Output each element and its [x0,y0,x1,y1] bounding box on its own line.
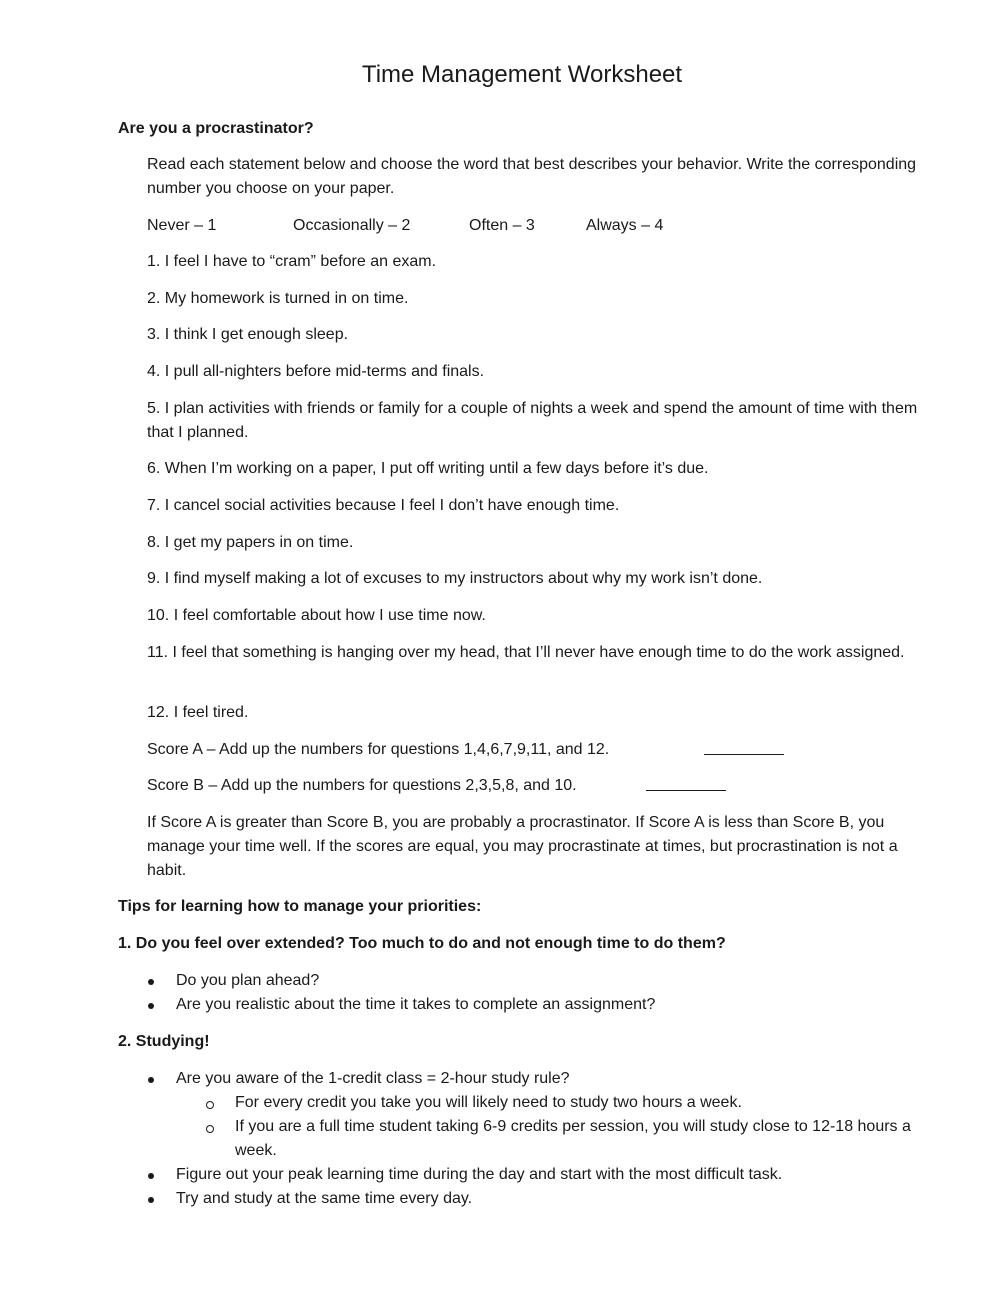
statement-12: 12. I feel tired. [147,704,249,721]
score-result: If Score A is greater than Score B, you are probably a procrastinator. If Score A is less than Score B, you manage your time well. If the scores are equal, you may procrastinate at times, but procrastination is not a habit. [147,814,898,879]
statement-6: 6. When I’m working on a paper, I put off writing until a few days before it’s due. [147,460,709,477]
scale-never: Never – 1 [147,217,217,234]
statement-1: 1. I feel I have to “cram” before an exam. [147,253,437,270]
q2-sub-bullet-1: For every credit you take you will likely need to study two hours a week. [235,1094,742,1111]
section-heading-tips: Tips for learning how to manage your priorities: [118,898,482,915]
score-b-line [147,774,577,798]
score-a-blank[interactable] [704,738,784,763]
q2-sub-bullet-2: If you are a full time student taking 6-9 credits per session, you will study close to 12-18 hours a week. [235,1118,911,1159]
scale-often: Often – 3 [469,217,535,234]
q2-bullet-2: Figure out your peak learning time during the day and start with the most difficult task. [176,1166,783,1183]
score-a-line [147,738,609,762]
q1-bullet-1: Do you plan ahead? [176,972,320,989]
statement-7: 7. I cancel social activities because I feel I don’t have enough time. [147,497,620,514]
bullet-icon [148,1003,154,1009]
q1-bullet-2: Are you realistic about the time it takes to complete an assignment? [176,996,656,1013]
score-b-blank[interactable] [646,774,726,799]
statement-2: 2. My homework is turned in on time. [147,290,409,307]
statement-4: 4. I pull all-nighters before mid-terms and finals. [147,363,485,380]
page-title: Time Management Worksheet [361,61,683,88]
statement-10: 10. I feel comfortable about how I use time now. [147,607,486,624]
score-a-text: Score A – Add up the numbers for questions 1,4,6,7,9,11, and 12. [147,741,610,758]
scale-always: Always – 4 [586,217,664,234]
statement-3: 3. I think I get enough sleep. [147,326,349,343]
q2-bullet-3: Try and study at the same time every day. [176,1190,473,1207]
bullet-icon [148,1173,154,1179]
score-b-text: Score B – Add up the numbers for questions 2,3,5,8, and 10. [147,777,577,794]
sub-bullet-icon [206,1101,214,1109]
scale-occasionally: Occasionally – 2 [293,217,411,234]
bullet-icon [148,1197,154,1203]
statement-5: 5. I plan activities with friends or family for a couple of nights a week and spend the amount of time with them that I planned. [147,400,918,441]
q2-bullet-1: Are you aware of the 1-credit class = 2-hour study rule? [176,1070,570,1087]
statement-9: 9. I find myself making a lot of excuses to my instructors about why my work isn’t done. [147,570,763,587]
sub-bullet-icon [206,1125,214,1133]
bullet-icon [148,1077,154,1083]
instructions: Read each statement below and choose the word that best describes your behavior. Write the corresponding number you choose on your paper. [147,156,917,197]
question-2-heading: 2. Studying! [118,1033,210,1050]
bullet-icon [148,979,154,985]
question-1-heading: 1. Do you feel over extended? Too much to do and not enough time to do them? [118,935,726,952]
statement-11: 11. I feel that something is hanging over my head, that I’ll never have enough time to do the work assigned. [147,644,905,661]
statement-8: 8. I get my papers in on time. [147,534,354,551]
section-heading-procrastinator: Are you a procrastinator? [118,120,314,137]
rating-scale [147,214,747,238]
